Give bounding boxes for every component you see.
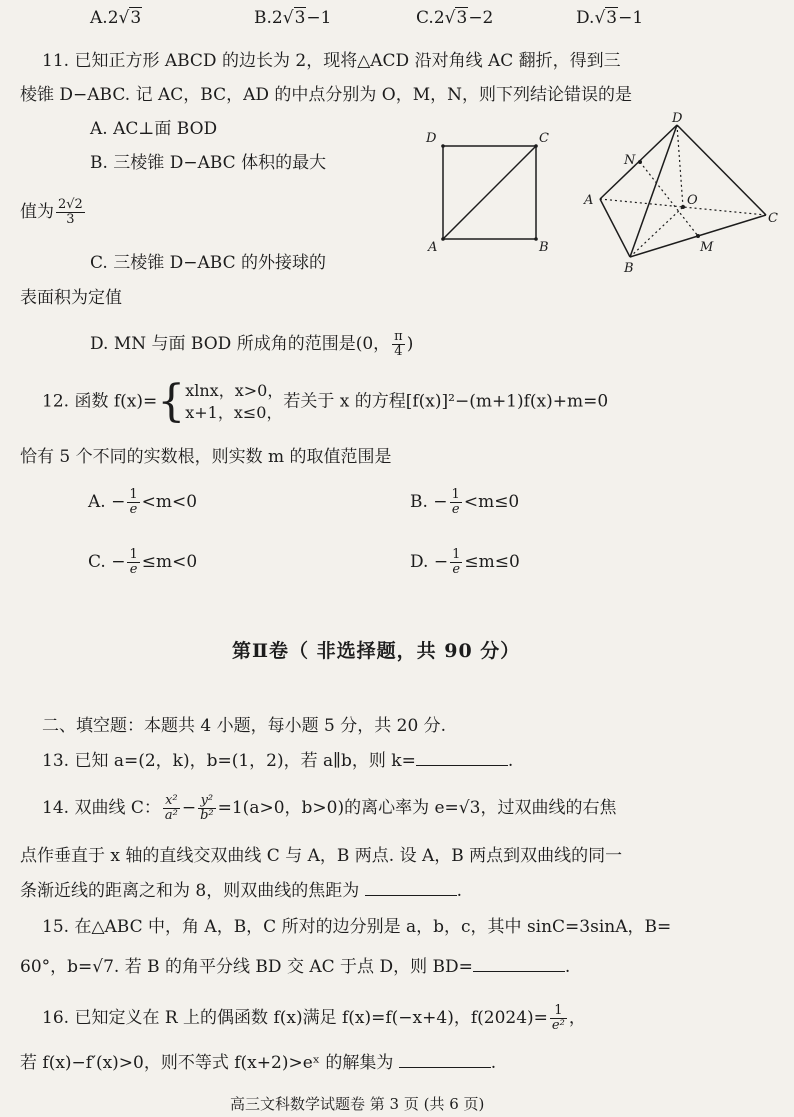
q13-answer-blank[interactable]	[416, 751, 508, 766]
square-label-b: B	[539, 240, 549, 255]
q16-line2: 若 f(x)−f′(x)>0，则不等式 f(x+2)>eˣ 的解集为 .	[20, 1053, 497, 1073]
q15-answer-blank[interactable]	[473, 957, 565, 972]
q10-option-d: D.√3−1	[576, 8, 644, 28]
square-diagonal	[443, 146, 536, 239]
section-title: 第Ⅱ卷（ 非选择题，共 90 分）	[232, 640, 521, 662]
pyramid-figure	[580, 112, 780, 277]
pyramid-label-c: C	[768, 211, 778, 226]
square-figure	[420, 125, 560, 255]
q14-line3: 条渐近线的距离之和为 8，则双曲线的焦距为 .	[20, 881, 463, 901]
q11-option-c-line2: 表面积为定值	[20, 288, 122, 308]
pyramid-label-d: D	[672, 112, 683, 126]
part2-heading: 二、填空题：本题共 4 小题，每小题 5 分，共 20 分.	[42, 716, 447, 736]
q14-line2: 点作垂直于 x 轴的直线交双曲线 C 与 A，B 两点. 设 A，B 两点到双曲线的同一	[20, 846, 623, 866]
pyramid-label-m: M	[700, 240, 714, 255]
pyramid-label-n: N	[624, 153, 636, 168]
q10-option-a: A.2√3	[90, 8, 142, 28]
pyramid-label-o: O	[687, 193, 698, 208]
square-label-c: C	[539, 131, 549, 146]
q12-option-c: C. − $\frac{1}{e}$ ≤m<0	[88, 547, 198, 577]
page-footer: 高三文科数学试题卷 第 3 页 (共 6 页)	[230, 1095, 485, 1113]
pyramid-label-a: A	[584, 193, 594, 208]
pyramid-label-b: B	[624, 261, 634, 276]
q11-option-d: D. MN 与面 BOD 所成角的范围是(0， $\frac{\pi}{4}$ )	[90, 329, 414, 359]
q10-option-c: C.2√3−2	[416, 8, 494, 28]
q11-option-b-line2: 值为 $\frac{2√2}{3}$	[20, 197, 83, 227]
square-label-a: A	[428, 240, 438, 255]
q12-option-d: D. − $\frac{1}{e}$ ≤m≤0	[410, 547, 520, 577]
q11-stem-line1: 11. 已知正方形 ABCD 的边长为 2，现将△ACD 沿对角线 AC 翻折，得到三	[42, 51, 621, 71]
q10-option-b: B.2√3−1	[254, 8, 332, 28]
q15-line1: 15. 在△ABC 中，角 A，B，C 所对的边分别是 a，b，c，其中 sinC=3sinA，B=	[42, 917, 672, 937]
q14-line1: 14. 双曲线 C： $\frac{\text{x²}}{\text{a²}}$ − $\frac{\text{y²}}{\text{b²}}$ =1(a>0，b>0)的离心率为 e=√3，过双曲线的右焦	[42, 793, 617, 823]
q15-line2: 60°，b=√7. 若 B 的角平分线 BD 交 AC 于点 D，则 BD= .	[20, 957, 571, 977]
q16-line1: 16. 已知定义在 R 上的偶函数 f(x)满足 f(x)=f(−x+4)，f(2024)= $\frac{1}{\text{e²}}$ ，	[42, 1003, 586, 1033]
q11-option-c-line1: C. 三棱锥 D−ABC 的外接球的	[90, 253, 326, 273]
q11-option-b-line1: B. 三棱锥 D−ABC 体积的最大	[90, 153, 327, 173]
q12-stem-line2: 恰有 5 个不同的实数根，则实数 m 的取值范围是	[20, 447, 392, 467]
q13: 13. 已知 a=(2，k)，b=(1，2)，若 a∥b，则 k= .	[42, 751, 514, 771]
q16-answer-blank[interactable]	[399, 1053, 491, 1068]
square-label-d: D	[426, 131, 437, 146]
q11-option-a: A. AC⊥面 BOD	[90, 119, 218, 139]
q11-stem-line2: 棱锥 D−ABC. 记 AC，BC，AD 的中点分别为 O，M，N，则下列结论错误的是	[20, 85, 633, 105]
q14-answer-blank[interactable]	[365, 881, 457, 896]
q12-option-b: B. − $\frac{1}{e}$ <m≤0	[410, 487, 520, 517]
q12-stem-line1: 12. 函数 f(x)={ xlnx，x>0， x+1，x≤0， 若关于 x 的方程[f(x)]²−(m+1)f(x)+m=0	[42, 376, 609, 427]
q12-option-a: A. − $\frac{1}{e}$ <m<0	[88, 487, 198, 517]
